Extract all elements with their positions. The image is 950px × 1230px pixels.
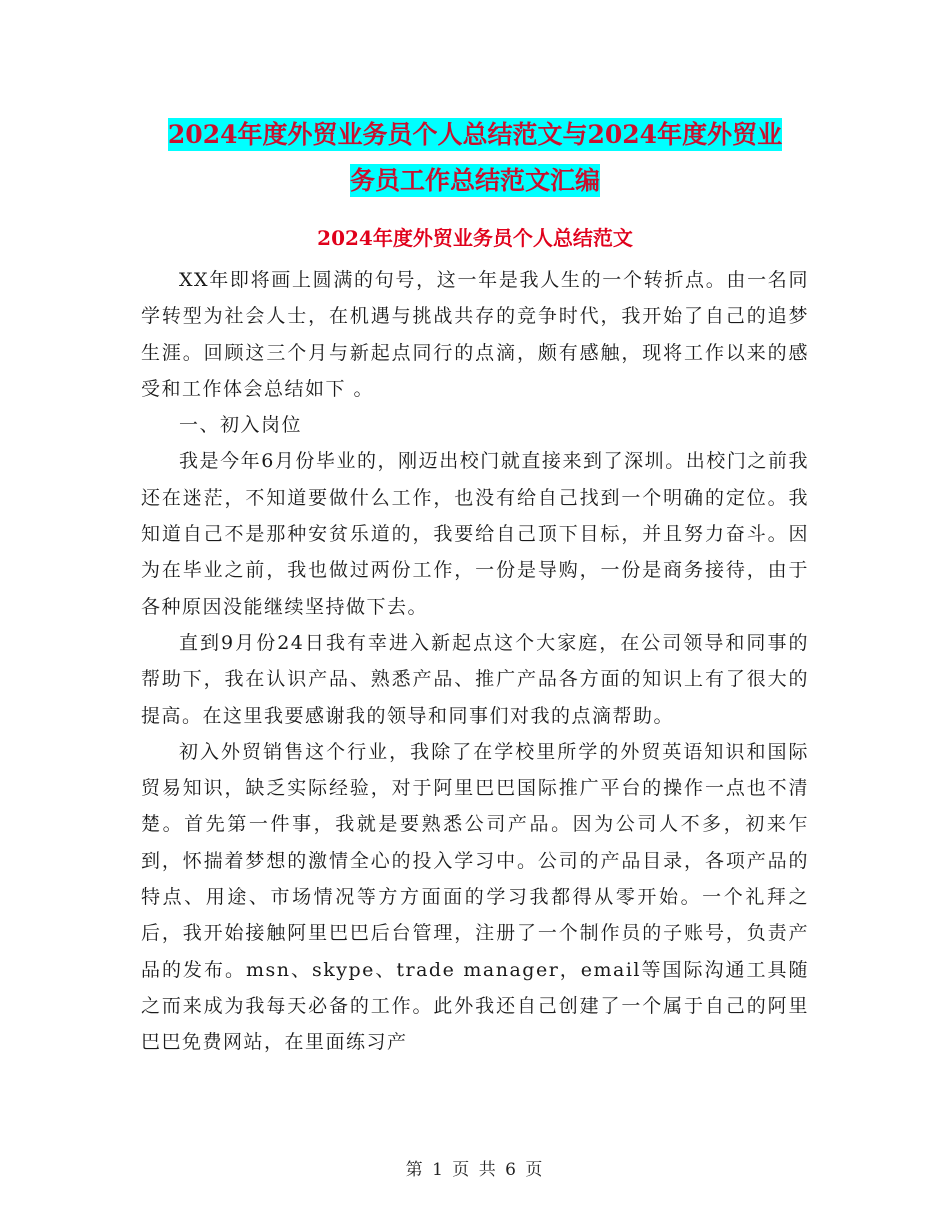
document-title-line-2: 务员工作总结范文汇编 (349, 166, 600, 195)
document-body (141, 262, 809, 1061)
paragraph-joining: 直到9月份24日我有幸进入新起点这个大家庭，在公司领导和同事的帮助下，我在认识产品、熟悉产品、推广产品各方面的知识上有了很大的提高。在这里我要感谢我的领导和同事们对我的点滴帮助。 (141, 631, 809, 727)
document-title (140, 112, 810, 204)
section-title: 2024年度外贸业务员个人总结范文 (317, 226, 633, 250)
paragraph-learning: 初入外贸销售这个行业，我除了在学校里所学的外贸英语知识和国际贸易知识，缺乏实际经验，对于阿里巴巴国际推广平台的操作一点也不清楚。首先第一件事，我就是要熟悉公司产品。因为公司人不多，初来乍到，怀揣着梦想的激情全心的投入学习中。公司的产品目录，各项产品的特点、用途、市场情况等方方面面的学习我都得从零开始。一个礼拜之后，我开始接触阿里巴巴后台管理，注册了一个制作员的子账号，负责产品的发布。msn、skype、trade manager，email等国际沟通工具随之而来成为我每天必备的工作。此外我还自己创建了一个属于自己的阿里巴巴免费网站，在里面练习产 (141, 740, 809, 1054)
paragraph-heading-1: 一、初入岗位 (179, 414, 303, 437)
page-footer: 第 1 页 共 6 页 (405, 1160, 545, 1180)
document-title-line-1: 2024年度外贸业务员个人总结范文与2024年度外贸业 (167, 120, 783, 149)
paragraph-graduation: 我是今年6月份毕业的，刚迈出校门就直接来到了深圳。出校门之前我还在迷茫，不知道要做什么工作，也没有给自己找到一个明确的定位。我知道自己不是那种安贫乐道的，我要给自己顶下目标，并且努力奋斗。因为在毕业之前，我也做过两份工作，一份是导购，一份是商务接待，由于各种原因没能继续坚持做下去。 (141, 450, 809, 618)
paragraph-intro: XX年即将画上圆满的句号，这一年是我人生的一个转折点。由一名同学转型为社会人士，在机遇与挑战共存的竞争时代，我开始了自己的追梦生涯。回顾这三个月与新起点同行的点滴，颇有感触，现将工作以来的感受和工作体会总结如下 。 (141, 269, 809, 400)
